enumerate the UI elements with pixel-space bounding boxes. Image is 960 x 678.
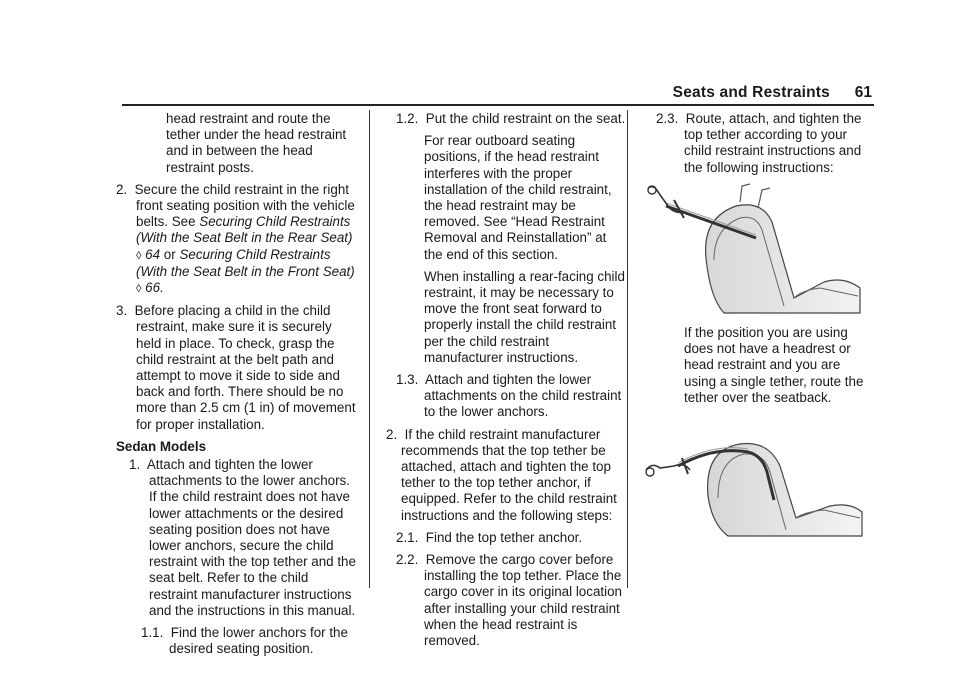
- step-number: 1.2.: [396, 111, 419, 126]
- step-1-2: 1.2. Put the child restraint on the seat.: [396, 111, 626, 126]
- paragraph: For rear outboard seating positions, if the head restraint interferes with the proper installation of the child restraint, the head restraint may be removed. See “Head Restraint Removal and Reinstallation” at the end of this section.: [424, 133, 612, 262]
- subheading: Sedan Models: [116, 438, 207, 454]
- step-2: 2. Secure the child restraint in the right front seating position with the vehicle belts. See Securing Child Restraints (With the Seat Belt in the Rear Seat) ◊ 64 or Securing Child Restraints (With the Seat Belt in the Front Seat) ◊ 66.: [116, 181, 355, 296]
- column-divider: [627, 110, 628, 588]
- step-number: 2.2.: [396, 552, 419, 568]
- header-rule: [122, 104, 874, 106]
- step-number: 2.3.: [656, 111, 679, 126]
- step-1-3: 1.3. Attach and tighten the lower attachments on the child restraint to the lower anchors.: [396, 372, 622, 420]
- section-title: Seats and Restraints: [672, 84, 830, 101]
- column-3: [646, 111, 876, 182]
- page-number: 61: [854, 84, 872, 101]
- step-2-3: 2.3. Route, attach, and tighten the top tether according to your child restraint instructions and the following instructions:: [656, 111, 862, 175]
- step-2-1: 2.1. Find the top tether anchor.: [396, 529, 583, 545]
- column-2: [386, 111, 626, 655]
- step-number: 2.: [116, 181, 128, 197]
- tether-over-seatback-illustration: [644, 426, 874, 538]
- cross-reference-link[interactable]: Securing Child Restraints (With the Seat Belt in the Front Seat): [136, 246, 355, 279]
- step-2-2: 2.2. Remove the cargo cover before installing the top tether. Place the cargo cover in its original location after installing your child restraint when the head restraint is removed.: [396, 552, 622, 649]
- step-number: 1.1.: [141, 625, 164, 641]
- column-divider: [369, 110, 370, 588]
- step-number: 2.: [386, 426, 398, 442]
- continued-text: head restraint and route the tether under the head restraint and in between the head restraint posts.: [166, 111, 347, 175]
- step-1-1: 1.1. Find the lower anchors for the desired seating position.: [141, 625, 348, 657]
- paragraph: If the position you are using does not have a headrest or head restraint and you are using a single tether, route the tether over the seatback.: [684, 325, 864, 405]
- page-reference[interactable]: 66: [145, 280, 161, 296]
- page-header: [122, 82, 874, 104]
- step-1: 1. Attach and tighten the lower attachments to the lower anchors. If the child restraint does not have lower attachments or the desired seating position does not have lower anchors, secure the child restraint with the top tether and the seat belt. Refer to the child restraint manufacturer instructions and the instructions in this manual.: [129, 457, 356, 618]
- step-3: 3. Before placing a child in the child restraint, make sure it is securely held in place. To check, grasp the child restraint at the belt path and attempt to move it side to side and back and forth. There should be no more than 2.5 cm (1 in) of movement for proper installation.: [116, 303, 356, 432]
- column-3-lower: [646, 325, 876, 412]
- step-number: 3.: [116, 303, 128, 319]
- tether-under-head-restraint-illustration: [644, 178, 874, 316]
- cross-reference-link[interactable]: Securing Child Restraints (With the Seat Belt in the Rear Seat): [136, 214, 353, 246]
- paragraph: When installing a rear-facing child restraint, it may be necessary to move the front seat forward to properly install the child restraint per the child restraint manufacturer instructions.: [424, 268, 625, 365]
- page-reference-icon: ◊: [136, 283, 142, 296]
- page-reference[interactable]: 64: [145, 246, 161, 262]
- page-reference-icon: ◊: [136, 249, 142, 262]
- column-1: [116, 111, 360, 664]
- step-number: 2.1.: [396, 529, 419, 545]
- step-number: 1.: [129, 457, 141, 473]
- step-2: 2. If the child restraint manufacturer recommends that the top tether be attached, attach and tighten the top tether to the top tether anchor, if equipped. Refer to the child restraint instructions and the following steps:: [386, 426, 617, 523]
- step-number: 1.3.: [396, 372, 419, 388]
